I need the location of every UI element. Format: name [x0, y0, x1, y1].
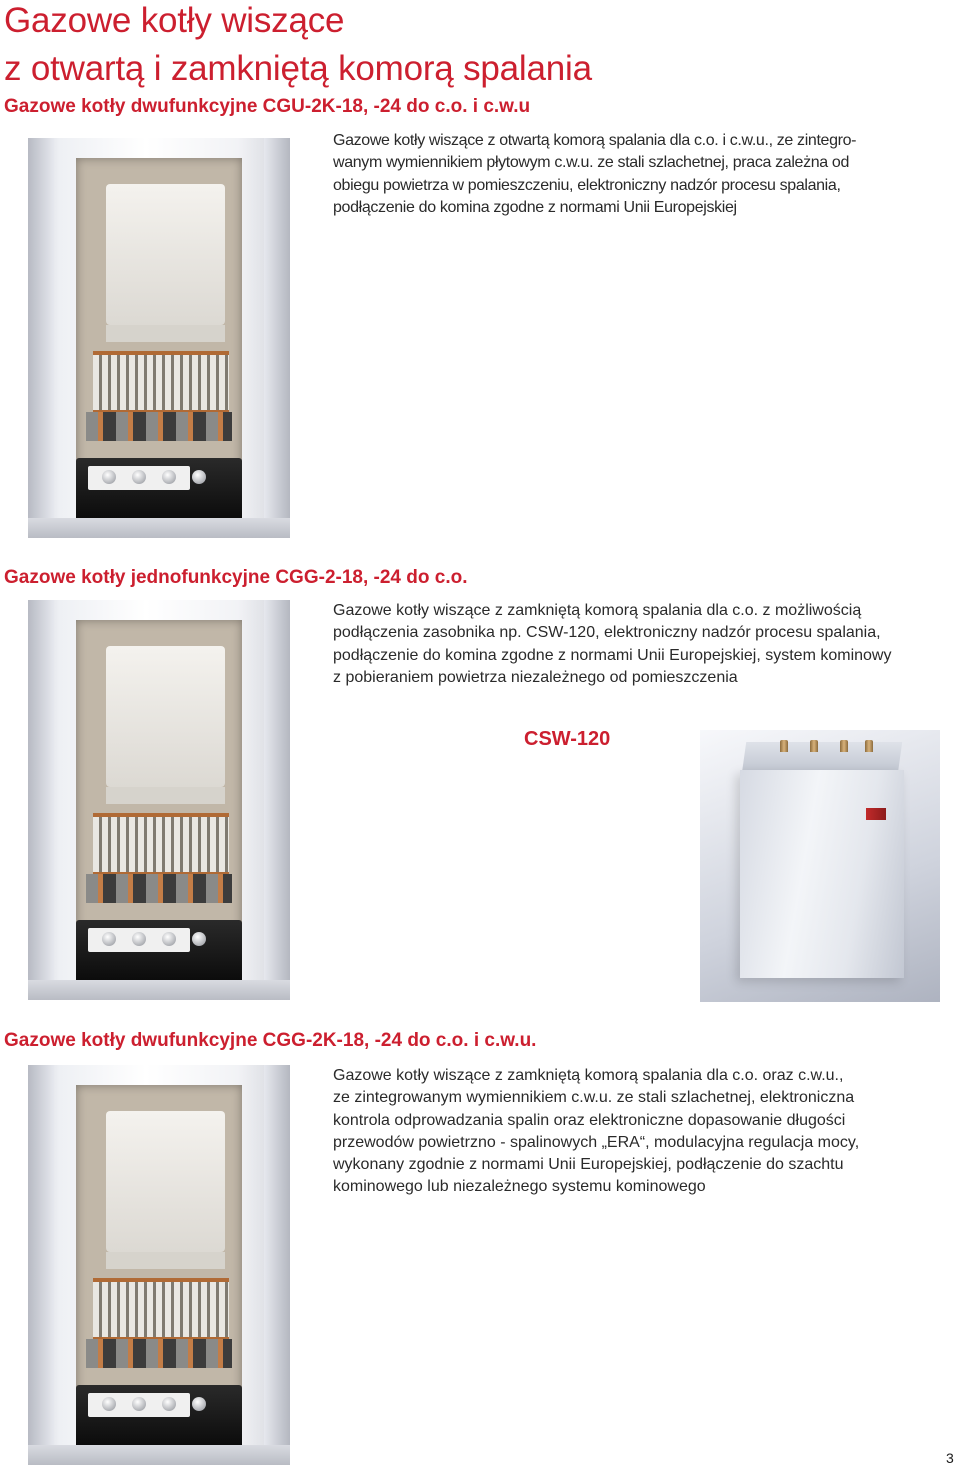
desc-line: kontrola odprowadzania spalin oraz elektroniczne dopasowanie długości: [333, 1111, 846, 1129]
desc-line: Gazowe kotły wiszące z zamkniętą komorą spalania dla c.o. oraz c.w.u.,: [333, 1067, 844, 1084]
desc-line: Gazowe kotły wiszące z otwartą komorą spalania dla c.o. i c.w.u., ze zintegro-: [333, 132, 857, 149]
desc-line: obiegu powietrza w pomieszczeniu, elektroniczny nadzór procesu spalania,: [333, 176, 841, 194]
desc-line: Gazowe kotły wiszące z zamkniętą komorą spalania dla c.o. z możliwością: [333, 602, 862, 619]
page-number: 3: [946, 1450, 954, 1466]
desc-line: wanym wymiennikiem płytowym c.w.u. ze stali szlachetnej, praca zależna od: [333, 154, 850, 172]
desc-line: kominowego lub niezależnego systemu kominowego: [333, 1178, 706, 1196]
boiler-image-cgu: [28, 138, 290, 538]
desc-line: z pobieraniem powietrza niezależnego od pomieszczenia: [333, 668, 738, 686]
storage-tank-image: [700, 730, 940, 1002]
section2-description: [333, 600, 948, 689]
brand-badge: [866, 808, 886, 820]
boiler-image-cgg: [28, 600, 290, 1000]
page-title-line1: Gazowe kotły wiszące: [4, 1, 345, 40]
desc-line: wykonany zgodnie z normami Unii Europejskiej, podłączenie do szachtu: [333, 1156, 844, 1174]
section3-description: [333, 1065, 948, 1199]
section2-heading: Gazowe kotły jednofunkcyjne CGG-2-18, -24 do c.o.: [4, 567, 468, 588]
desc-line: podłączenia zasobnika np. CSW-120, elektroniczny nadzór procesu spalania,: [333, 624, 881, 642]
desc-line: podłączenie do komina zgodne z normami Unii Europejskiej, system kominowy: [333, 646, 892, 664]
page-subtitle: Gazowe kotły dwufunkcyjne CGU-2K-18, -24 do c.o. i c.w.u: [4, 96, 531, 117]
desc-line: ze zintegrowanym wymiennikiem c.w.u. ze stali szlachetnej, elektroniczna: [333, 1089, 855, 1107]
section1-description: [333, 130, 948, 219]
section3-heading: Gazowe kotły dwufunkcyjne CGG-2K-18, -24 do c.o. i c.w.u.: [4, 1030, 537, 1051]
desc-line: przewodów powietrzno - spalinowych „ERA“, modulacyjna regulacja mocy,: [333, 1133, 860, 1151]
page-title-line2: z otwartą i zamkniętą komorą spalania: [4, 49, 592, 88]
boiler-image-cgg-2k: [28, 1065, 290, 1465]
accessory-label: CSW-120: [524, 728, 611, 750]
desc-line: podłączenie do komina zgodne z normami Unii Europejskiej: [333, 198, 737, 216]
